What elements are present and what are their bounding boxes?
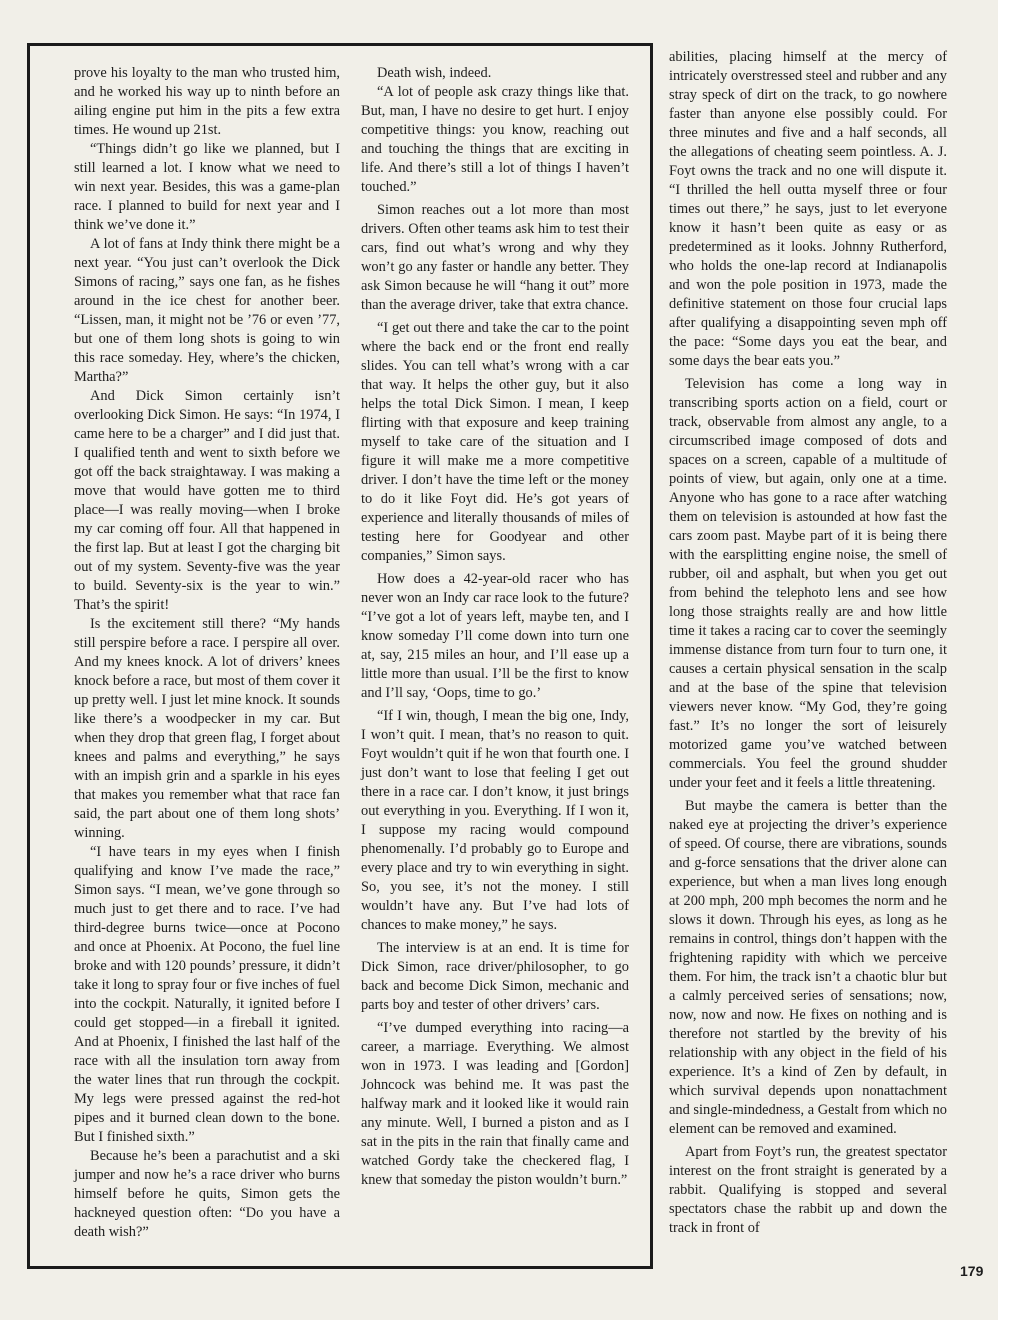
paragraph: How does a 42-year-old racer who has never won an Indy car race look to the future? “I’ve got a lot of years left, maybe ten, and I know someday I’ll come down into turn one at, say, 215 miles an hour, and I’ll ease up a little more than usual. I’ll be the first to know and I’ll say, ‘Oops, time to go.’ <box>361 571 629 701</box>
paragraph: Is the excitement still there? “My hands still perspire before a race. I perspire all over. And my knees knock. A lot of drivers’ knees knock before a race, but most of them cover it up pretty well. I just let mine knock. It sounds like there’s a woodpecker in my car. But when they drop that green flag, I forget about knees and palms and everything,” he says with an impish grin and a sparkle in his eyes that makes you remember what that race fan said, the part about one of them long shots’ winning. <box>74 616 340 841</box>
paragraph: A lot of fans at Indy think there might be a next year. “You just can’t overlook the Dick Simons of racing,” says one fan, as he fishes around in the ice chest for another beer. “Lissen, man, it might not be ’76 or even ’77, but one of them long shots is going to win this race someday. Hey, where’s the chicken, Martha?” <box>74 236 340 385</box>
column-3 <box>669 48 947 1238</box>
paragraph: Because he’s been a parachutist and a ski jumper and now he’s a race driver who burns himself before he quits, Simon gets the hackneyed question often: “Do you have a death wish?” <box>74 1148 340 1240</box>
paragraph: “A lot of people ask crazy things like that. But, man, I have no desire to get hurt. I enjoy competitive things: you know, reaching out and touching the things that are exciting in life. And there’s still a lot of things I haven’t touched.” <box>361 84 629 195</box>
paragraph: Simon reaches out a lot more than most drivers. Often other teams ask him to test their cars, find out what’s wrong and why they won’t go any faster or handle any better. They ask Simon because he will “hang it out” more than the average driver, take that extra chance. <box>361 202 629 313</box>
paragraph: Apart from Foyt’s run, the greatest spectator interest on the front straight is generated by a rabbit. Qualifying is stopped and several spectators chase the rabbit up and down the track in front of <box>669 1144 947 1236</box>
paragraph: “I get out there and take the car to the point where the back end or the front end really slides. You can tell what’s wrong with a car that way. It helps the other guy, but it also helps the total Dick Simon. I mean, I keep flirting with that exposure and keep training myself to take care of the situation and I figure it will make me a more competitive driver. I don’t have the time left or the money to do it like Foyt did. He’s got years of experience and literally thousands of miles of testing here for Goodyear and other companies,” Simon says. <box>361 320 629 564</box>
paragraph: “I’ve dumped everything into racing—a career, a marriage. Everything. We almost won in 1973. I was leading and [Gordon] Johncock was behind me. It was past the halfway mark and it looked like it would rain any minute. Well, I burned a piston and as I sat in the pits in the rain that finally came and watched Gordy take the checkered flag, I knew that someday the piston wouldn’t burn.” <box>361 1020 629 1188</box>
column-2 <box>361 64 629 1190</box>
page-number: 179 <box>960 1263 984 1279</box>
paragraph: “Things didn’t go like we planned, but I still learned a lot. I know what we need to win next year. Besides, this was a game-plan race. I planned to build for next year and I think we’ve done it.” <box>74 141 340 233</box>
paragraph: Death wish, indeed. <box>377 65 492 81</box>
paragraph: The interview is at an end. It is time for Dick Simon, race driver/philosopher, to go back and become Dick Simon, mechanic and parts boy and tester of other drivers’ cars. <box>361 940 629 1013</box>
paragraph: And Dick Simon certainly isn’t overlooking Dick Simon. He says: “In 1974, I came here to be a charger” and I did just that. I qualified tenth and went to sixth before we got off the back straightaway. I was making a move that would have gotten me to third place—I was really moving—when I broke my car coming off four. All that happened in the first lap. But at least I got the charging bit out of my system. Seventy-five was the year to build. Seventy-six is the year to win.” That’s the spirit! <box>74 388 340 613</box>
page-edge <box>998 0 1020 1320</box>
column-1 <box>74 64 340 1242</box>
paragraph: “If I win, though, I mean the big one, Indy, I won’t quit. I mean, that’s no reason to quit. Foyt wouldn’t quit if he won that fourth one. I just don’t want to lose that feeling I get out there in a race car. I don’t know, it just brings out everything in you. Everything. If I won it, I suppose my racing would compound phenomenally. I’d probably go to Europe and every place and try to win everything in sight. So, you see, it’s not the money. I still wouldn’t have any. But I’ve had lots of chances to make money,” he says. <box>361 708 629 933</box>
paragraph: abilities, placing himself at the mercy of intricately overstressed steel and rubber and any stray speck of dirt on the track, to go nowhere faster than anyone else possibly could. For three minutes and five and a half seconds, all the allegations of cheating seem pointless. A. J. Foyt owns the track and no one will dispute it. “I thrilled the hell outta myself three or four times out there,” he says, just to let everyone know it hasn’t been quite as easy or as predetermined as it looks. Johnny Rutherford, who holds the one-lap record at Indianapolis and won the pole position in 1973, made the definitive statement on those four crucial laps after qualifying a disappointing seven mph off the pace: “Some days you eat the bear, and some days the bear eats you.” <box>669 49 947 369</box>
paragraph: “I have tears in my eyes when I finish qualifying and know I’ve made the race,” Simon says. “I mean, we’ve gone through so much just to get there and to race. I’ve had third-degree burns twice—once at Pocono and once at Phoenix. At Pocono, the fuel line broke and with 120 pounds’ pressure, it didn’t take it long to spray four or five inches of fuel into the cockpit. Naturally, it ignited before I could get stopped—in a fireball it ignited. And at Phoenix, I finished the last half of the race with all the insulation torn away from the water lines that run through the cockpit. My legs were pressed against the red-hot pipes and it burned clean down to the bone. But I finished sixth.” <box>74 844 340 1145</box>
paragraph: Television has come a long way in transcribing sports action on a field, court or track, observable from almost any angle, to a circumscribed image composed of dots and spaces on a screen, capable of a multitude of points of view, but again, only one at a time. Anyone who has gone to a race after watching them on television is astounded at how fast the cars zoom past. Maybe part of it is being there with the earsplitting engine noise, the smell of rubber, oil and asphalt, but when you get out from behind the telephoto lens and see how long those straights really are and how little time it takes a racing car to cover the seemingly immense distance from turn four to turn one, it causes a certain physical sensation in the scalp and at the base of the spine that television viewers never know. “My God, they’re going fast.” It’s no longer the sort of leisurely motorized game you’ve watched between commercials. You feel the ground shudder under your feet and it feels a little threatening. <box>669 376 947 791</box>
paragraph: But maybe the camera is better than the naked eye at projecting the driver’s experience of speed. Of course, there are vibrations, sounds and g-force sensations that the driver alone can experience, but when a man lives long enough at 200 mph, 200 mph becomes the norm and he slows it down. Through his eyes, as long as he remains in control, things don’t happen with the frightening rapidity with which we perceive them. For him, the track isn’t a chaotic blur but a calmly perceived series of sensations; now, now, now and now. He fixes on nothing and is therefore not startled by the brevity of his relationship with any object in the field of his experience. It’s a kind of Zen by default, in which survival depends upon nonattachment and single-mindedness, a Gestalt from which no element can be removed and examined. <box>669 798 947 1137</box>
paragraph: prove his loyalty to the man who trusted him, and he worked his way up to ninth before an ailing engine put him in the pits a few extra times. He wound up 21st. <box>74 65 340 138</box>
